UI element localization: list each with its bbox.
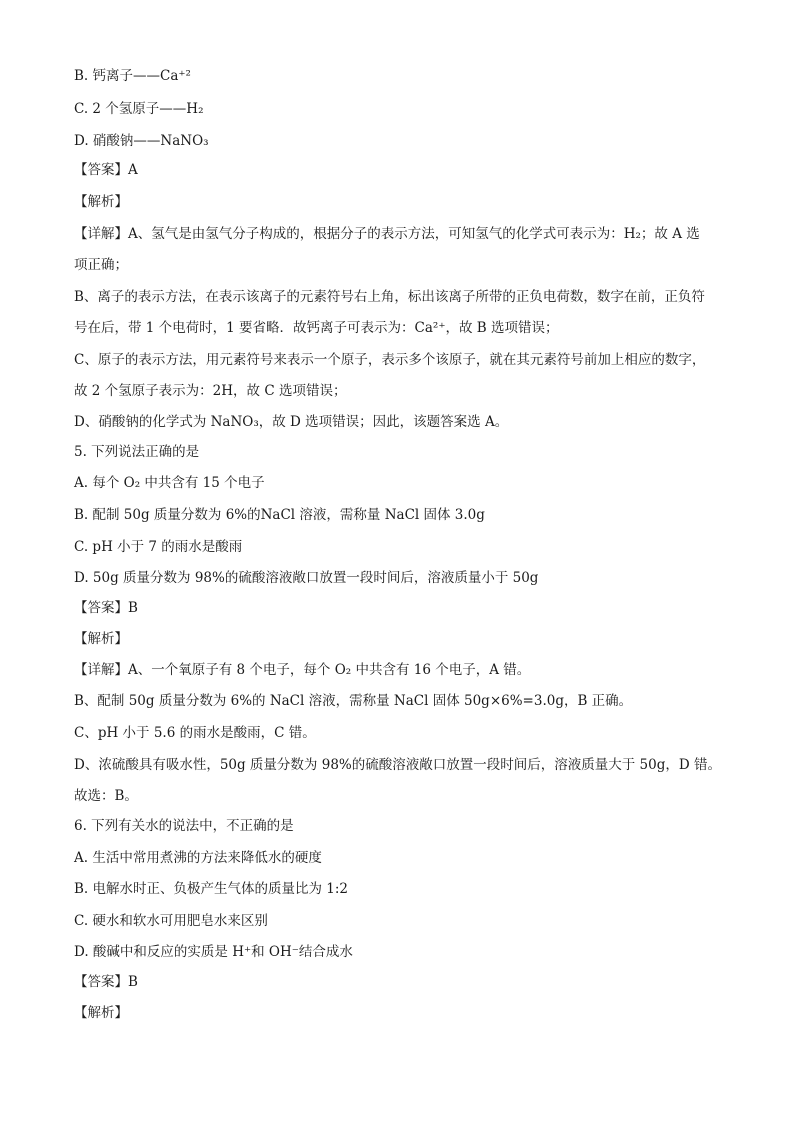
q5-detail-line: D、浓硫酸具有吸水性，50g 质量分数为 98%的硫酸溶液敞口放置一段时间后，溶液质量大于 50g，D 错。: [74, 757, 721, 773]
q4-detail-line: 号在后，带 1 个电荷时，1 要省略．故钙离子可表示为：Ca²⁺，故 B 选项错误；: [74, 320, 559, 336]
q5-option-a: A. 每个 O₂ 中共含有 15 个电子: [74, 475, 265, 491]
q4-detail-line: B、离子的表示方法，在表示该离子的元素符号右上角，标出该离子所带的正负电荷数，数字在前，正负符: [74, 289, 705, 305]
q5-answer: 【答案】B: [74, 600, 138, 616]
q4-detail-line: 【详解】A、氢气是由氢气分子构成的，根据分子的表示方法，可知氢气的化学式可表示为：H₂；故 A 选: [74, 226, 700, 242]
q4-detail-line: 项正确；: [74, 257, 128, 273]
q5-option-b: B. 配制 50g 质量分数为 6%的NaCl 溶液，需称量 NaCl 固体 3.0g: [74, 507, 485, 523]
q5-detail-line: 【详解】A、一个氧原子有 8 个电子，每个 O₂ 中共含有 16 个电子，A 错。: [74, 662, 531, 678]
q5-detail-line: 故选：B。: [74, 788, 138, 804]
q4-detail-line: D、硝酸钠的化学式为 NaNO₃，故 D 选项错误；因此，该题答案选 A。: [74, 414, 509, 430]
q4-option-d: D. 硝酸钠——NaNO₃: [74, 133, 209, 149]
q6-option-b: B. 电解水时正、负极产生气体的质量比为 1:2: [74, 881, 349, 897]
q4-option-b: B. 钙离子——Ca⁺²: [74, 68, 191, 84]
q6-answer: 【答案】B: [74, 974, 138, 990]
q5-analysis-label: 【解析】: [74, 631, 128, 647]
q6-option-d: D. 酸碱中和反应的实质是 H⁺和 OH⁻结合成水: [74, 944, 353, 960]
q5-detail-line: C、pH 小于 5.6 的雨水是酸雨，C 错。: [74, 725, 316, 741]
q6-stem: 6. 下列有关水的说法中，不正确的是: [74, 818, 294, 834]
q5-option-d: D. 50g 质量分数为 98%的硫酸溶液敞口放置一段时间后，溶液质量小于 50g: [74, 570, 539, 586]
q5-option-c: C. pH 小于 7 的雨水是酸雨: [74, 539, 243, 555]
q4-option-c: C. 2 个氢原子——H₂: [74, 101, 204, 117]
q6-analysis-label: 【解析】: [74, 1005, 128, 1021]
q6-option-c: C. 硬水和软水可用肥皂水来区别: [74, 913, 268, 929]
q4-detail-line: C、原子的表示方法，用元素符号来表示一个原子，表示多个该原子，就在其元素符号前加上相应的数字，: [74, 352, 706, 368]
q5-detail-line: B、配制 50g 质量分数为 6%的 NaCl 溶液，需称量 NaCl 固体 50g×6%=3.0g，B 正确。: [74, 693, 633, 709]
q4-answer: 【答案】A: [74, 162, 138, 178]
q4-analysis-label: 【解析】: [74, 194, 128, 210]
q4-detail-line: 故 2 个氢原子表示为：2H，故 C 选项错误；: [74, 383, 347, 399]
q6-option-a: A. 生活中常用煮沸的方法来降低水的硬度: [74, 850, 322, 866]
q5-stem: 5. 下列说法正确的是: [74, 444, 200, 460]
